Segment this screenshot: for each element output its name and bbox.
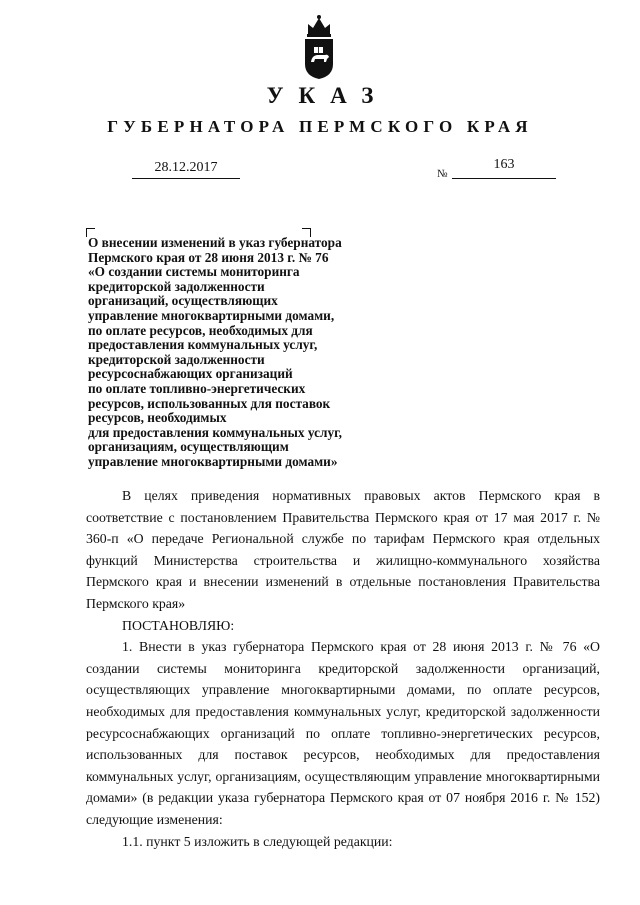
number-label: №	[437, 168, 448, 180]
document-date: 28.12.2017	[132, 160, 240, 179]
document-number: 163	[452, 157, 556, 179]
subject-line: по оплате топливно-энергетических	[88, 380, 306, 396]
subject-line: предоставления коммунальных услуг,	[88, 337, 318, 353]
subject-line: по оплате ресурсов, необходимых для	[88, 322, 313, 338]
document-body	[86, 485, 600, 852]
subject-line: ресурсов, необходимых	[88, 410, 227, 426]
subject-line: управление многоквартирными домами»	[88, 453, 338, 469]
preamble-paragraph: В целях приведения нормативных правовых актов Пермского края в соответствие с постановлением Правительства Пермского края от 17 мая 2017 г. № 360-п «О передаче Региональной службе по тарифам Пермского края отдельных функций Министерства строительства и жилищно-коммунального хозяйства Пермского края и внесении изменений в отдельные постановления Правительства Пермского края»	[86, 488, 600, 611]
subject-line: ресурсов, использованных для поставок	[88, 395, 331, 411]
subject-line: организаций, осуществляющих	[88, 293, 278, 309]
subject-line: управление многоквартирными домами,	[88, 307, 335, 323]
subject-line: О внесении изменений в указ губернатора	[88, 235, 342, 250]
subject-line: кредиторской задолженности	[88, 278, 265, 294]
coat-of-arms-icon	[302, 12, 336, 80]
item-1-1-paragraph: 1.1. пункт 5 изложить в следующей редакции:	[122, 833, 393, 849]
subject-line: ресурсоснабжающих организаций	[88, 366, 293, 382]
document-subtitle: ГУБЕРНАТОРА ПЕРМСКОГО КРАЯ	[107, 117, 533, 136]
subject-line: кредиторской задолженности	[88, 351, 265, 367]
subject-line: для предоставления коммунальных услуг,	[88, 424, 343, 440]
document-subject	[88, 236, 388, 470]
subject-line: организациям, осуществляющим	[88, 439, 289, 455]
item-1-paragraph: 1. Внести в указ губернатора Пермского края от 28 июня 2013 г. № 76 «О создании системы мониторинга кредиторской задолженности организаций, осуществляющих управление многоквартирными домами, по оплате ресурсов, необходимых для предоставления коммунальных услуг, кредиторской задолженности ресурсоснабжающих организаций по оплате топливно-энергетических ресурсов, использованных для поставок ресурсов, необходимых для предоставления коммунальных услуг, организациям, осуществляющим управление многоквартирными домами» (в редакции указа губернатора Пермского края от 07 ноября 2016 г. № 152) следующие изменения:	[86, 639, 600, 827]
subject-line: «О создании системы мониторинга	[88, 264, 300, 280]
decree-word: ПОСТАНОВЛЯЮ:	[122, 617, 235, 633]
document-title: УКАЗ	[266, 83, 389, 108]
subject-line: Пермского края от 28 июня 2013 г. № 76	[88, 249, 329, 265]
